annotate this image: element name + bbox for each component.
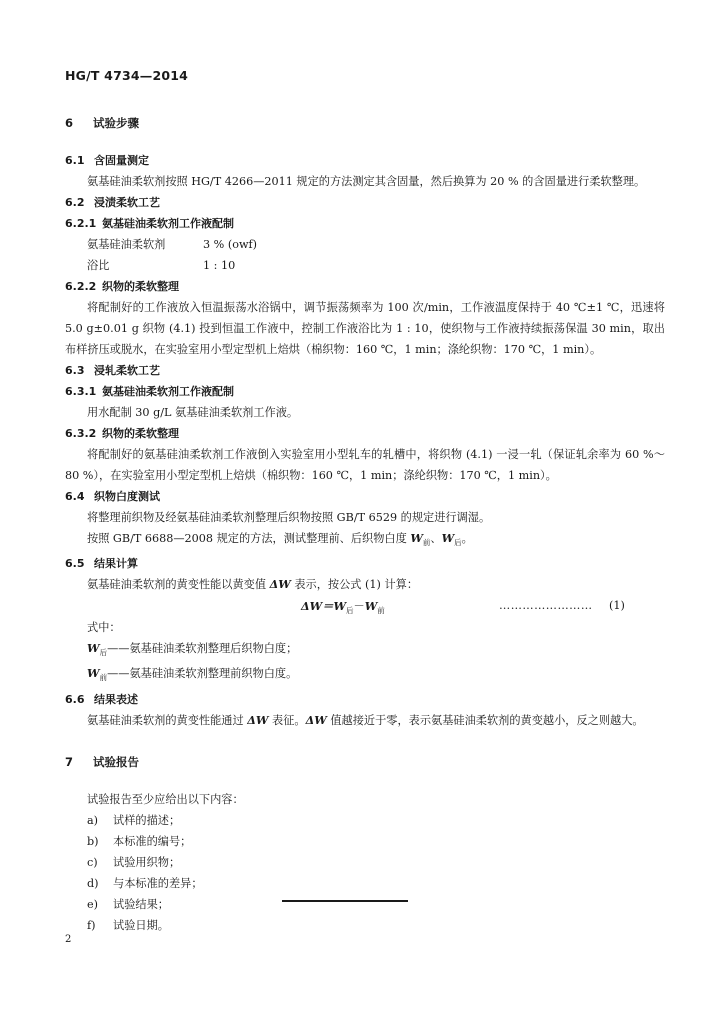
section-title: 试验报告 bbox=[93, 754, 139, 769]
list-text: 试样的描述； bbox=[113, 813, 181, 827]
report-intro: 试验报告至少应给出以下内容： bbox=[87, 792, 244, 806]
recipe-row bbox=[65, 255, 665, 276]
section-title: 织物的柔软整理 bbox=[102, 280, 179, 293]
equation-number: (1) bbox=[609, 599, 625, 613]
formula-lhs: ΔW＝ bbox=[301, 599, 334, 614]
recipe-row bbox=[65, 234, 665, 255]
standard-header: HG/T 4734—2014 bbox=[65, 68, 189, 83]
section-6-4-heading bbox=[65, 486, 665, 507]
section-6-2-1-heading bbox=[65, 213, 665, 234]
subscript-front: 前 bbox=[377, 606, 385, 616]
text: 氨基硅油柔软剂的黄变性能以黄变值 bbox=[87, 578, 270, 592]
section-number: 6.6 bbox=[65, 692, 85, 706]
list-label: c) bbox=[87, 855, 98, 869]
list-text: 本标准的编号； bbox=[113, 834, 192, 848]
recipe-key: 浴比 bbox=[87, 259, 110, 272]
section-title: 氨基硅油柔软剂工作液配制 bbox=[102, 217, 234, 230]
section-number: 6.3.2 bbox=[65, 427, 97, 440]
minus-sign: － bbox=[353, 600, 365, 614]
whiteness-symbol: W bbox=[87, 666, 100, 681]
whiteness-symbol: W bbox=[333, 599, 347, 614]
section-title: 织物白度测试 bbox=[94, 490, 160, 503]
list-text: 与本标准的差异； bbox=[113, 876, 203, 890]
section-title: 试验步骤 bbox=[93, 116, 139, 130]
section-6-3-2-paragraph: 将配制好的氨基硅油柔软剂工作液倒入实验室用小型轧车的轧槽中，将织物 (4.1) 一浸一轧（保证轧余率为 60 %～80 %），在实验室用小型定型机上焙烘（棉织物：160 ℃，1 min；涤纶织物：170 ℃，1 min）。 bbox=[65, 448, 665, 482]
list-label: d) bbox=[87, 876, 99, 890]
section-6-heading bbox=[65, 114, 665, 132]
text: 氨基硅油柔软剂的黄变性能通过 bbox=[87, 713, 248, 727]
list-label: e) bbox=[87, 897, 98, 911]
list-item bbox=[65, 873, 665, 894]
separator: 、 bbox=[430, 532, 442, 545]
section-number: 6.2 bbox=[65, 196, 85, 209]
definition-text: ——氨基硅油柔软剂整理前织物白度。 bbox=[107, 667, 298, 681]
recipe-value: 3 % (owf) bbox=[203, 238, 258, 251]
section-title: 氨基硅油柔软剂工作液配制 bbox=[102, 385, 234, 398]
definition-text: ——氨基硅油柔软剂整理后织物白度； bbox=[107, 642, 298, 656]
whiteness-symbol: W bbox=[364, 599, 378, 614]
text: 。 bbox=[461, 532, 473, 545]
section-6-4-line-2 bbox=[65, 528, 665, 553]
list-item bbox=[65, 915, 665, 936]
section-title: 织物的柔软整理 bbox=[102, 427, 179, 440]
list-label: f) bbox=[87, 918, 96, 932]
formula-1 bbox=[65, 595, 665, 617]
section-number: 6.1 bbox=[65, 154, 85, 167]
list-item bbox=[65, 894, 665, 915]
section-number: 7 bbox=[65, 754, 74, 769]
section-title: 结果计算 bbox=[94, 557, 138, 571]
text: 值越接近于零，表示氨基硅油柔软剂的黄变越小，反之则越大。 bbox=[326, 713, 644, 727]
section-7-heading bbox=[65, 753, 665, 771]
subscript-front: 前 bbox=[422, 538, 431, 548]
section-6-3-heading bbox=[65, 360, 665, 381]
section-6-5-intro bbox=[65, 574, 665, 595]
recipe-key: 氨基硅油柔软剂 bbox=[87, 238, 166, 251]
list-text: 试验用织物； bbox=[113, 855, 181, 869]
section-number: 6.4 bbox=[65, 490, 85, 503]
section-number: 6.3 bbox=[65, 364, 85, 377]
subscript-back: 后 bbox=[454, 538, 462, 548]
section-6-2-heading bbox=[65, 192, 665, 213]
text: 表征。 bbox=[268, 713, 306, 727]
subscript-back: 后 bbox=[99, 648, 108, 658]
text: 表示，按公式 (1) 计算： bbox=[290, 578, 419, 592]
section-6-6-paragraph bbox=[65, 710, 665, 731]
subscript-back: 后 bbox=[346, 606, 354, 616]
definition-front bbox=[65, 663, 665, 688]
definition-back bbox=[65, 638, 665, 663]
list-text: 试验结果； bbox=[113, 897, 169, 911]
section-title: 浸渍柔软工艺 bbox=[94, 196, 160, 209]
list-item bbox=[65, 810, 665, 831]
list-text: 试验日期。 bbox=[113, 918, 169, 932]
delta-w-symbol: ΔW bbox=[269, 577, 291, 592]
whiteness-symbol: W bbox=[441, 531, 455, 545]
page-number: 2 bbox=[65, 934, 72, 945]
section-number: 6.2.2 bbox=[65, 280, 97, 293]
delta-w-symbol: ΔW bbox=[247, 712, 269, 727]
list-label: a) bbox=[87, 813, 99, 827]
report-items bbox=[65, 810, 665, 936]
section-6-5-heading bbox=[65, 553, 665, 574]
section-6-1-heading bbox=[65, 150, 665, 171]
section-number: 6.2.1 bbox=[65, 217, 97, 230]
text: 按照 GB/T 6688—2008 规定的方法，测试整理前、后织物白度 bbox=[87, 532, 411, 545]
section-title: 含固量测定 bbox=[94, 154, 149, 167]
whiteness-symbol: W bbox=[87, 641, 100, 656]
spacer bbox=[65, 731, 665, 753]
section-title: 结果表述 bbox=[94, 692, 138, 706]
end-rule bbox=[282, 900, 408, 902]
section-6-3-1-heading bbox=[65, 381, 665, 402]
section-6-6-heading bbox=[65, 689, 665, 710]
section-number: 6.3.1 bbox=[65, 385, 97, 398]
section-6-1-paragraph: 氨基硅油柔软剂按照 HG/T 4266—2011 规定的方法测定其含固量，然后换算为 20 % 的含固量进行柔软整理。 bbox=[87, 175, 646, 188]
section-6-4-line-1: 将整理前织物及经氨基硅油柔软剂整理后织物按照 GB/T 6529 的规定进行调湿。 bbox=[87, 511, 491, 524]
section-6-3-1-paragraph: 用水配制 30 g/L 氨基硅油柔软剂工作液。 bbox=[87, 406, 299, 419]
list-item bbox=[65, 831, 665, 852]
recipe-value: 1 : 10 bbox=[203, 259, 236, 272]
subscript-front: 前 bbox=[99, 673, 108, 683]
list-label: b) bbox=[87, 834, 99, 848]
whiteness-symbol: W bbox=[410, 531, 423, 545]
delta-w-symbol: ΔW bbox=[305, 712, 327, 727]
section-number: 6.5 bbox=[65, 557, 85, 571]
section-6-3-2-heading bbox=[65, 423, 665, 444]
section-title: 浸轧柔软工艺 bbox=[94, 364, 160, 377]
where-label: 式中： bbox=[87, 621, 121, 635]
leader-dots: …………………… bbox=[499, 599, 593, 613]
page-content bbox=[65, 114, 665, 936]
section-number: 6 bbox=[65, 116, 74, 130]
section-6-2-2-heading bbox=[65, 276, 665, 297]
list-item bbox=[65, 852, 665, 873]
section-6-2-2-paragraph: 将配制好的工作液放入恒温振荡水浴锅中，调节振荡频率为 100 次/min，工作液温度保持于 40 ℃±1 ℃，迅速将 5.0 g±0.01 g 织物 (4.1) 投到恒温工作液中，控制工作液浴比为 1 : 10，使织物与工作液持续振荡保温 30 min，取出布样挤压或脱水，在实验室用小型定型机上焙烘（棉织物：160 ℃，1 min；涤纶织物：170 ℃，1 min）。 bbox=[65, 301, 665, 356]
formula-expression bbox=[301, 595, 385, 622]
